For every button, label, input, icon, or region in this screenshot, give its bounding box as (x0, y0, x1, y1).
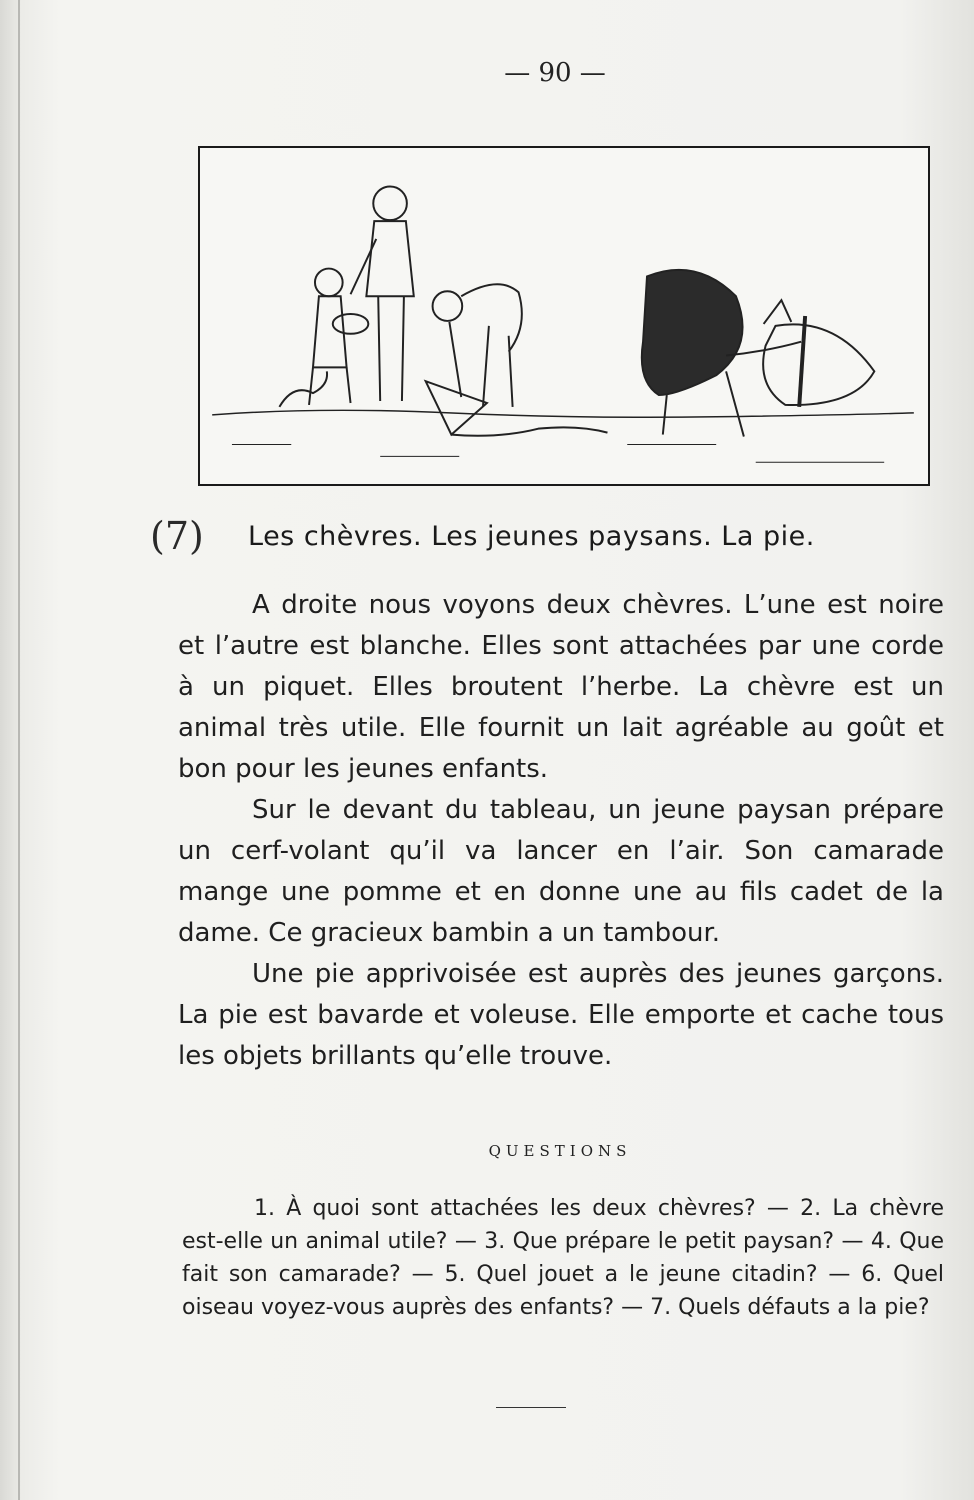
page-number: — 90 — (504, 58, 606, 88)
questions-list: 1. À quoi sont attachées les deux chèvres? — 2. La chèvre est-elle un animal utile? — 3. Que prépare le petit paysan? — 4. Que fait son camarade? — 5. Quel jouet a le jeune citadin? — 6. Quel oiseau voyez-vous auprès des enfants? — 7. Quels défauts a la pie? (182, 1196, 944, 1320)
handwritten-lesson-number: (7) (150, 514, 204, 558)
paragraph-goats: A droite nous voyons deux chèvres. L’une est noire et l’autre est blanche. Elles sont attachées par une corde à un piquet. Elles broutent l’herbe. La chèvre est un animal très utile. Elle fournit un lait agréable au goût et bon pour les jeunes enfants. (178, 590, 944, 784)
paragraph-magpie: Une pie apprivoisée est auprès des jeunes garçons. La pie est bavarde et voleuse. Elle emporte et cache tous les objets brillants qu’elle trouve. (178, 959, 944, 1071)
questions-heading: QUESTIONS (488, 1142, 632, 1160)
lesson-body (178, 585, 944, 1077)
end-divider (496, 1407, 566, 1408)
illustration-goats-children (198, 146, 930, 486)
lesson-title: Les chèvres. Les jeunes paysans. La pie. (248, 521, 815, 552)
page-binding-edge (18, 0, 20, 1500)
engraving-illustration (200, 148, 928, 484)
paragraph-peasants: Sur le devant du tableau, un jeune paysan prépare un cerf-volant qu’il va lancer en l’air. Son camarade mange une pomme et en donne une au fils cadet de la dame. Ce gracieux bambin a un tambour. (178, 795, 944, 948)
